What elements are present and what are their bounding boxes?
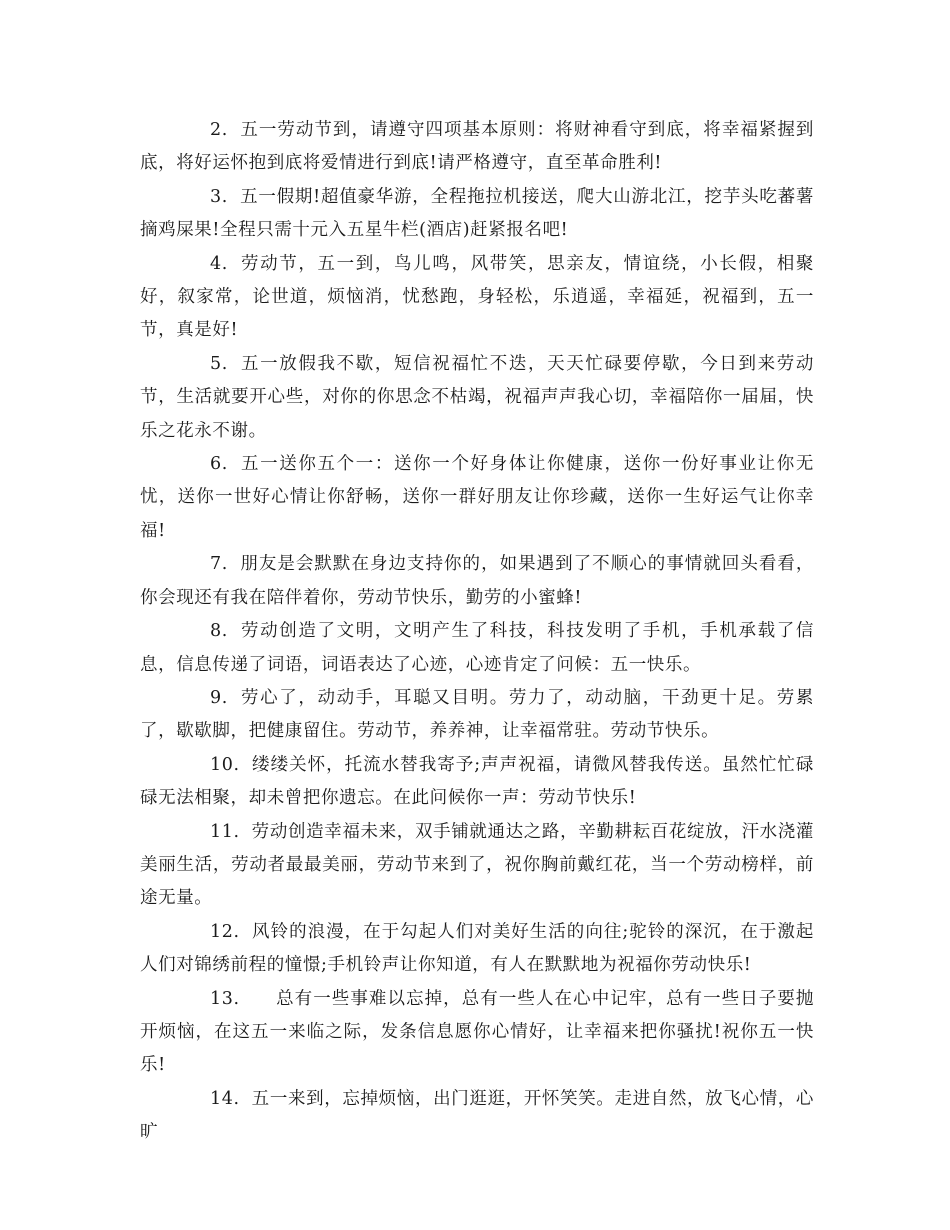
paragraph-8 [140,615,814,682]
paragraph-number: 14. [210,1088,240,1109]
paragraph-number: 3. [210,186,228,207]
paragraph-14 [140,1083,814,1150]
document-body [140,114,814,1150]
paragraph-text: 劳动创造幸福未来，双手铺就通达之路，辛勤耕耘百花绽放，汗水浇灌美丽生活，劳动者最最美丽，劳动节来到了，祝你胸前戴红花，当一个劳动榜样，前途无量。 [140,821,814,909]
paragraph-number: 10. [210,754,240,775]
paragraph-5 [140,348,814,448]
paragraph-7 [140,548,814,615]
paragraph-text: 五一劳动节到，请遵守四项基本原则：将财神看守到底，将幸福紧握到底，将好运怀抱到底将爱情进行到底!请严格遵守，直至革命胜利! [140,120,814,174]
paragraph-12 [140,916,814,983]
paragraph-number: 13. [210,988,240,1009]
paragraph-text: 劳动创造了文明，文明产生了科技，科技发明了手机，手机承载了信息，信息传递了词语，词语表达了心迹，心迹肯定了问候：五一快乐。 [140,621,814,675]
paragraph-text: 劳心了，动动手，耳聪又目明。劳力了，动动脑，干劲更十足。劳累了，歇歇脚，把健康留住。劳动节，养养神，让幸福常驻。劳动节快乐。 [140,687,814,742]
paragraph-text: 五一来到，忘掉烦恼，出门逛逛，开怀笑笑。走进自然，放飞心情，心旷 [140,1088,814,1143]
paragraph-3 [140,181,814,248]
paragraph-number: 9. [210,687,228,708]
paragraph-number: 11. [210,821,240,842]
paragraph-2 [140,114,814,181]
paragraph-text: 五一放假我不歇，短信祝福忙不迭，天天忙碌要停歇，今日到来劳动节，生活就要开心些，对你的你思念不枯竭，祝福声声我心切，幸福陪你一届届，快乐之花永不谢。 [140,353,814,441]
paragraph-number: 2. [210,120,228,140]
paragraph-text: 缕缕关怀，托流水替我寄予;声声祝福，请微风替我传送。虽然忙忙碌碌无法相聚，却未曾把你遗忘。在此问候你一声：劳动节快乐! [140,754,814,809]
paragraph-text: 风铃的浪漫，在于勾起人们对美好生活的向往;驼铃的深沉，在于激起人们对锦绣前程的憧憬;手机铃声让你知道，有人在默默地为祝福你劳动快乐! [140,921,814,976]
paragraph-4 [140,248,814,348]
paragraph-text: 总有一些事难以忘掉，总有一些人在心中记牢，总有一些日子要抛开烦恼，在这五一来临之际，发条信息愿你心情好，让幸福来把你骚扰!祝你五一快乐! [140,988,814,1076]
paragraph-13 [140,983,814,1083]
paragraph-text: 劳动节，五一到，鸟儿鸣，风带笑，思亲友，情谊绕，小长假，相聚好，叙家常，论世道，烦恼消，忧愁跑，身轻松，乐逍遥，幸福延，祝福到，五一节，真是好! [140,253,814,341]
paragraph-number: 7. [210,554,228,575]
paragraph-9 [140,682,814,749]
paragraph-10 [140,749,814,816]
paragraph-6 [140,448,814,548]
paragraph-text: 五一假期!超值豪华游，全程拖拉机接送，爬大山游北江，挖芋头吃蕃薯摘鸡屎果!全程只需十元入五星牛栏(酒店)赶紧报名吧! [140,186,814,241]
paragraph-number: 8. [210,621,228,642]
paragraph-number: 12. [210,921,240,942]
paragraph-number: 5. [210,353,228,374]
paragraph-number: 4. [210,253,228,274]
paragraph-11 [140,816,814,916]
paragraph-number: 6. [210,454,228,475]
paragraph-text: 朋友是会默默在身边支持你的，如果遇到了不顺心的事情就回头看看，你会现还有我在陪伴着你，劳动节快乐，勤劳的小蜜蜂! [140,554,814,608]
paragraph-text: 五一送你五个一：送你一个好身体让你健康，送你一份好事业让你无忧，送你一世好心情让你舒畅，送你一群好朋友让你珍藏，送你一生好运气让你幸福! [140,454,814,541]
